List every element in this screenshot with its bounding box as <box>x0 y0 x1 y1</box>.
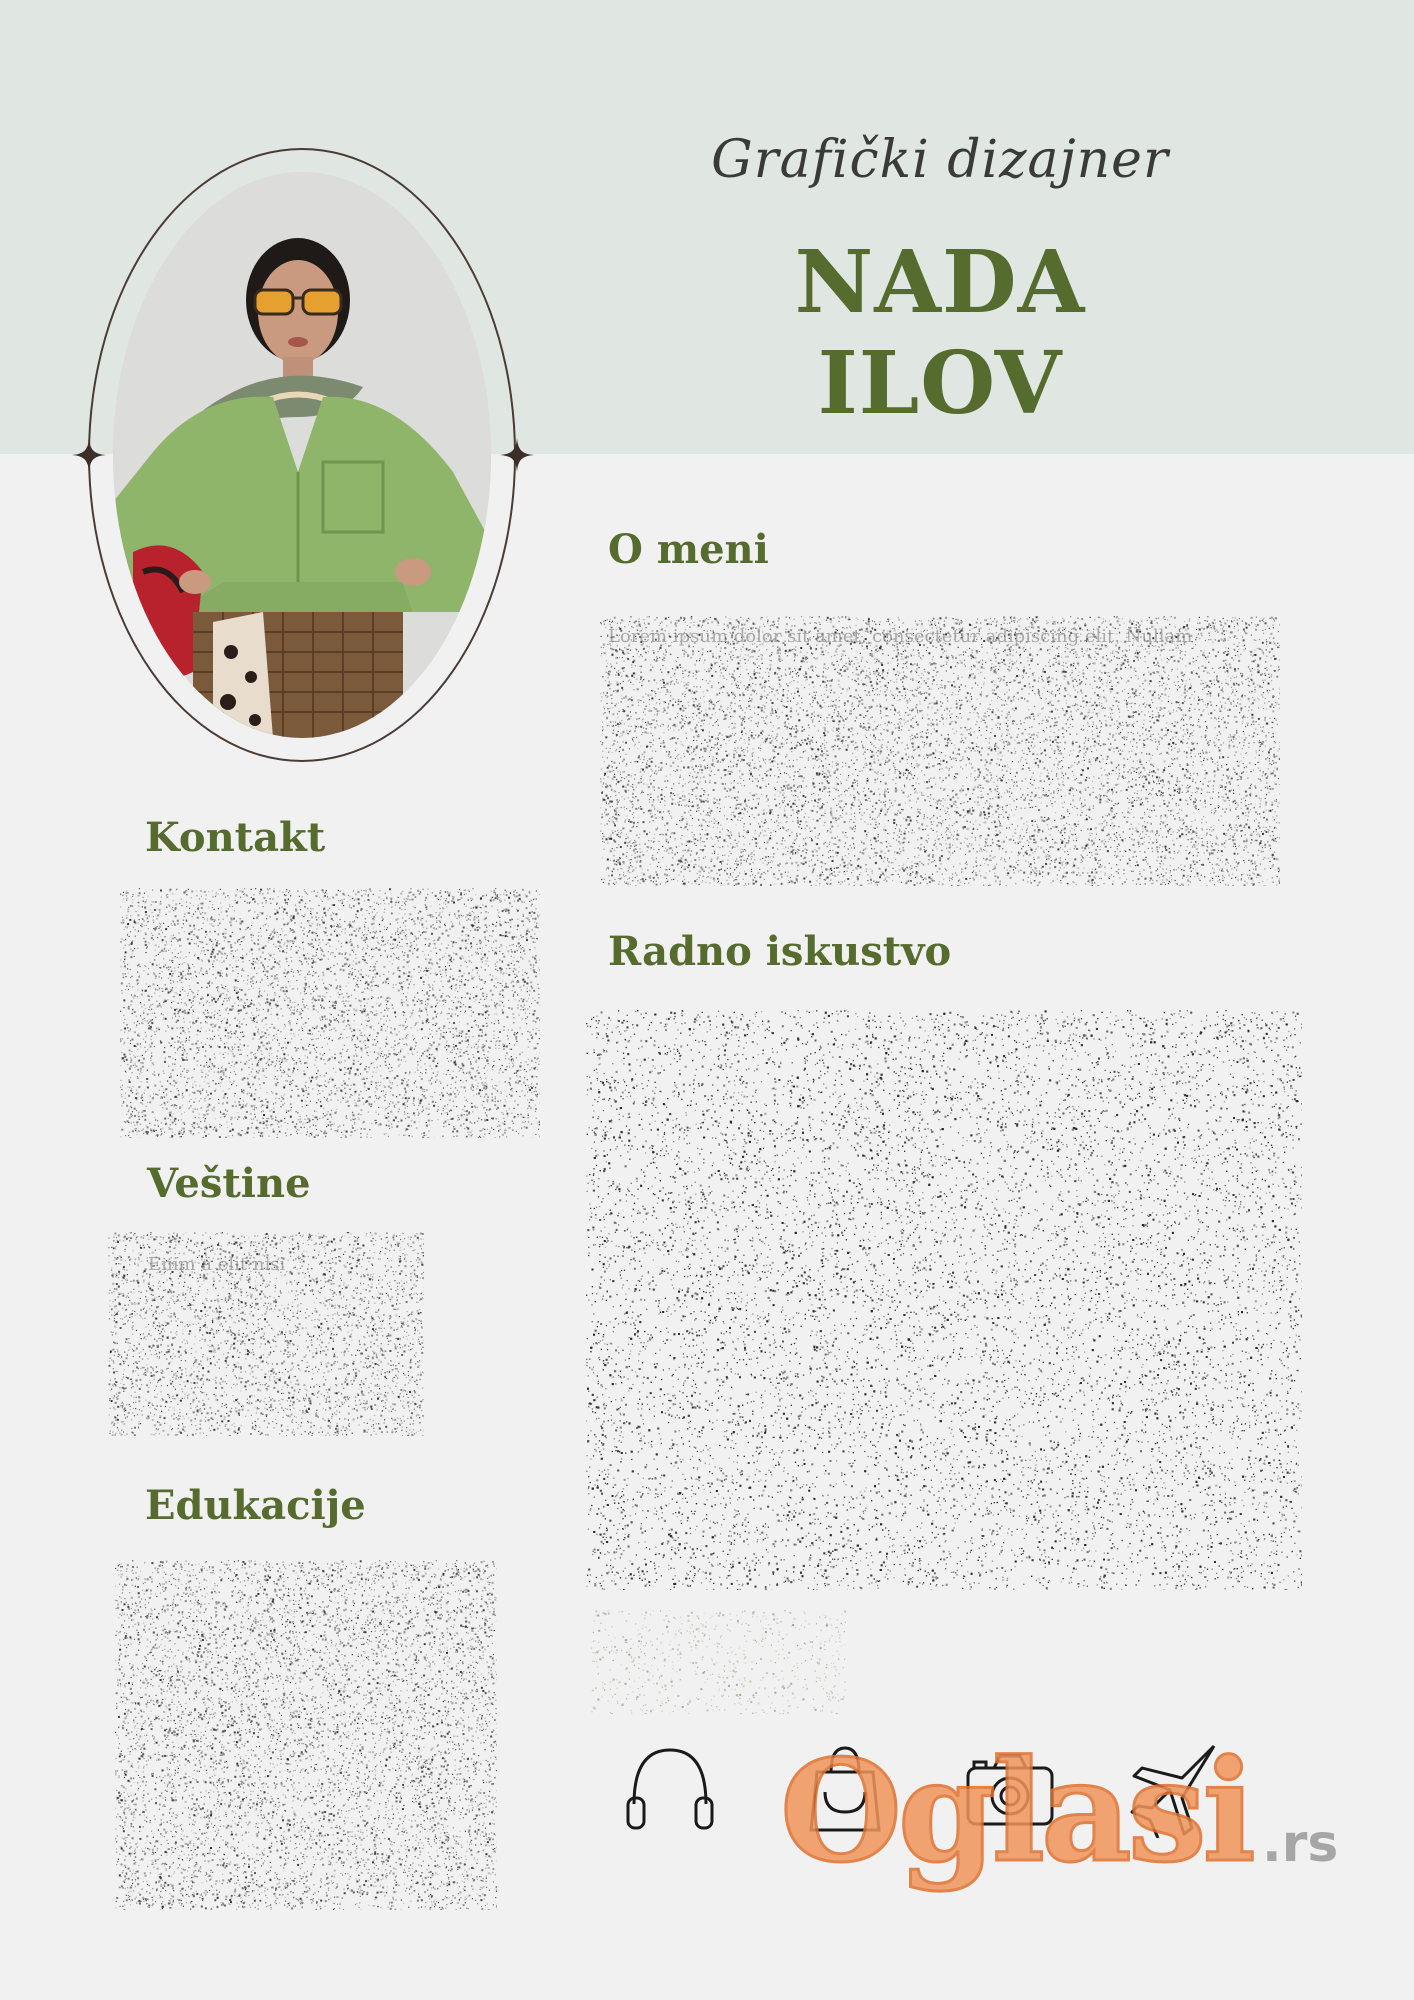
about-heading: O meni <box>608 526 769 573</box>
footnote-noise <box>590 1610 846 1714</box>
headphones-icon <box>620 1738 720 1838</box>
experience-text-block <box>586 1010 1302 1590</box>
experience-noise <box>586 1010 1302 1590</box>
experience-heading: Radno iskustvo <box>608 928 951 975</box>
contact-text-block <box>120 888 540 1138</box>
sparkle-left-icon <box>72 438 106 472</box>
watermark-logo <box>780 1730 1340 1910</box>
job-title: Grafički dizajner <box>700 130 1180 190</box>
education-noise <box>115 1560 497 1910</box>
watermark-text: Oglasi <box>780 1730 1252 1894</box>
skills-text-block <box>108 1232 424 1436</box>
experience-footnote-block <box>590 1610 846 1714</box>
about-noise <box>600 616 1280 886</box>
about-text-block <box>600 616 1280 886</box>
education-heading: Edukacije <box>145 1482 366 1529</box>
profile-photo <box>113 172 491 738</box>
contact-noise <box>120 888 540 1138</box>
education-text-block <box>115 1560 497 1910</box>
skills-heading: Veštine <box>147 1160 311 1207</box>
skills-text: Enim a elit nisi <box>148 1250 416 1280</box>
sparkle-right-icon <box>500 438 534 472</box>
contact-heading: Kontakt <box>145 814 325 861</box>
person-name: NADA ILOV <box>660 232 1220 434</box>
about-text: Lorem ipsum dolor sit amet, consectetur adipiscing elit. Nullam <box>608 622 1272 652</box>
watermark-tld: .rs <box>1262 1814 1338 1874</box>
